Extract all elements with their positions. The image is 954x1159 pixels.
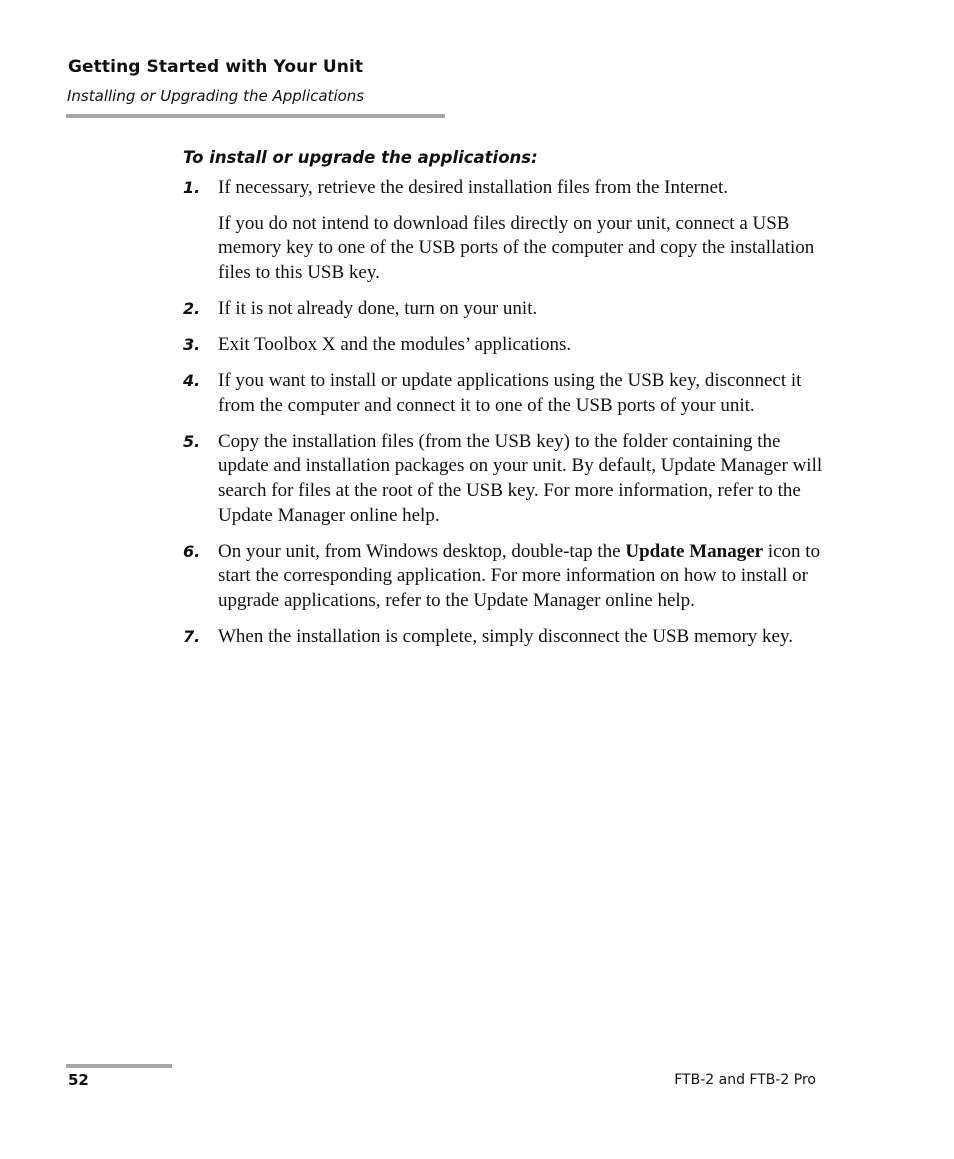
step-text: Exit Toolbox X and the modules’ applications. (218, 333, 572, 355)
step-number: 2. (183, 298, 201, 318)
step-number: 6. (183, 541, 201, 561)
step-text: If it is not already done, turn on your unit. (218, 297, 538, 319)
step-text-after: icon to start the corresponding application. For more information on how to install or upgrade applications, refer to the Update Manager online help. (218, 540, 821, 611)
section-title: Installing or Upgrading the Applications (67, 87, 365, 105)
step-number: 1. (183, 178, 201, 197)
step-text: If you want to install or update applications using the USB key, disconnect it from the computer and connect it to one of the USB ports of your unit. (218, 370, 802, 416)
step-7 (183, 625, 823, 650)
step-5 (183, 430, 823, 528)
step-1 (183, 176, 823, 285)
footer-divider (66, 1064, 172, 1068)
update-manager-label: Update Manager (625, 540, 764, 562)
step-note: If you do not intend to download files directly on your unit, connect a USB memory key to one of the USB ports of the computer and copy the installation files to this USB key. (218, 212, 815, 283)
step-text: If necessary, retrieve the desired installation files from the Internet. (218, 177, 728, 198)
step-number: 3. (183, 334, 201, 354)
step-3 (183, 333, 823, 358)
procedure-heading: To install or upgrade the applications: (183, 148, 538, 167)
step-text-before: On your unit, from Windows desktop, double-tap the (218, 540, 626, 562)
step-6 (183, 540, 823, 614)
product-name: FTB-2 and FTB-2 Pro (674, 1072, 816, 1088)
step-text: When the installation is complete, simply disconnect the USB memory key. (218, 625, 793, 647)
step-number: 5. (183, 431, 201, 451)
step-text (218, 540, 823, 614)
step-2 (183, 297, 823, 322)
step-4 (183, 369, 823, 418)
header-divider (66, 114, 445, 118)
step-number: 7. (183, 626, 201, 646)
step-number: 4. (183, 371, 201, 391)
procedure-steps (183, 176, 823, 661)
step-text: Copy the installation files (from the USB key) to the folder containing the update and installation packages on your unit. By default, Update Manager will search for files at the root of the USB key. For more information, refer to the Update Manager online help. (218, 430, 823, 526)
chapter-title: Getting Started with Your Unit (68, 57, 364, 77)
page-number: 52 (68, 1071, 89, 1089)
